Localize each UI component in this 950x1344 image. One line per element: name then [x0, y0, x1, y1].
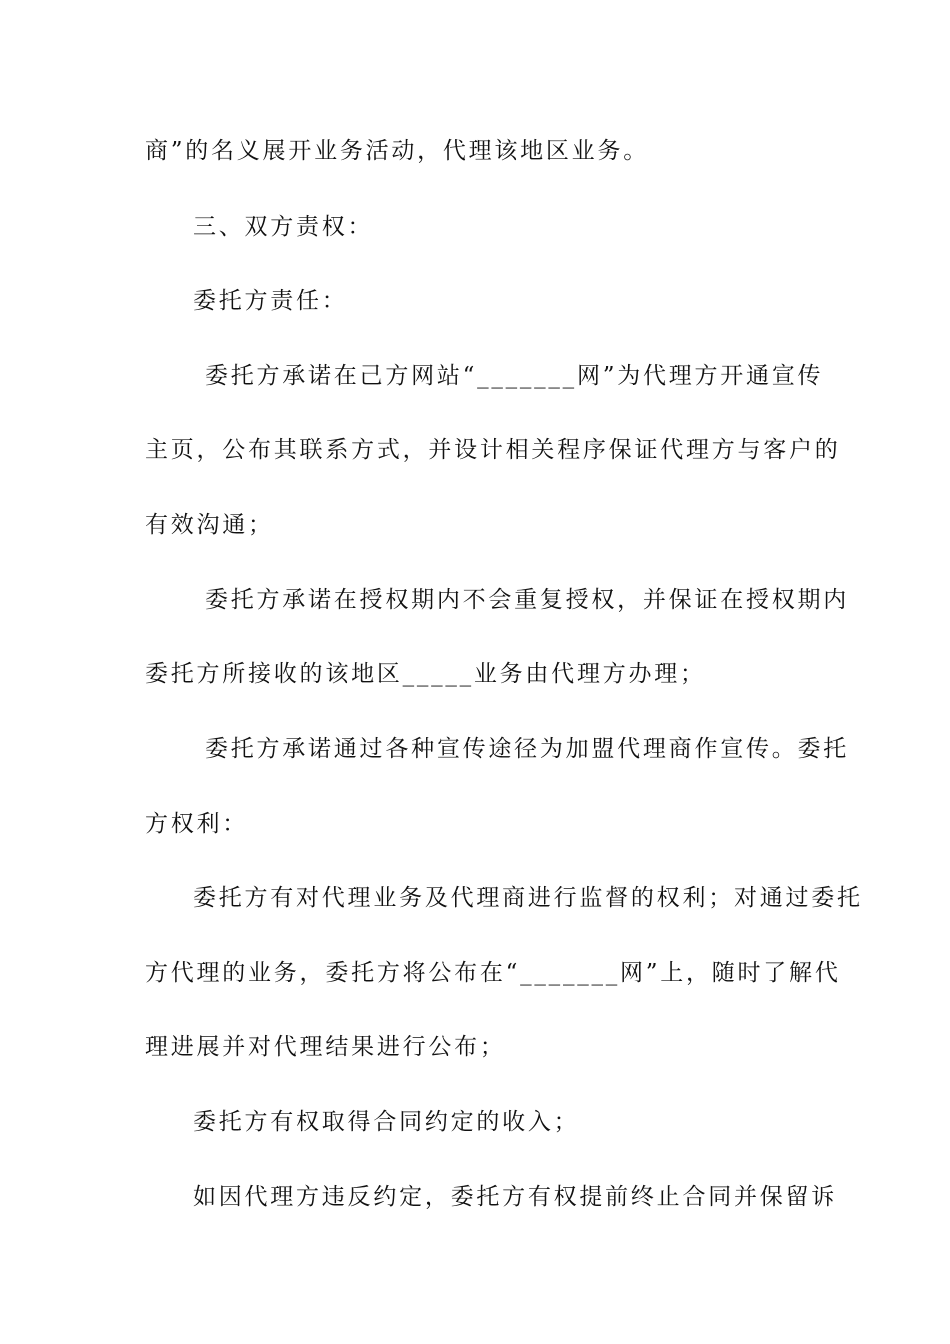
paragraph-line: 委托方有对代理业务及代理商进行监督的权利；对通过委托 — [193, 885, 863, 911]
paragraph-line: 如因代理方违反约定，委托方有权提前终止合同并保留诉 — [193, 1184, 837, 1210]
paragraph-line: 委托方承诺通过各种宣传途径为加盟代理商作宣传。委托 — [205, 736, 849, 762]
paragraph-line: 委托方承诺在己方网站“_______网”为代理方开通宣传 — [205, 363, 824, 389]
paragraph-line: 方代理的业务，委托方将公布在“_______网”上，随时了解代 — [145, 960, 841, 986]
subsection-heading: 委托方责任： — [193, 288, 348, 314]
paragraph-line: 商”的名义展开业务活动，代理该地区业务。 — [145, 138, 649, 164]
paragraph-line: 委托方所接收的该地区_____业务由代理方办理； — [145, 661, 706, 687]
paragraph-line: 理进展并对代理结果进行公布； — [145, 1034, 506, 1060]
paragraph-line: 有效沟通； — [145, 512, 274, 538]
paragraph-line: 方权利： — [145, 811, 249, 837]
paragraph-line: 主页，公布其联系方式，并设计相关程序保证代理方与客户的 — [145, 437, 841, 463]
paragraph-line: 委托方有权取得合同约定的收入； — [193, 1109, 580, 1135]
paragraph-line: 委托方承诺在授权期内不会重复授权，并保证在授权期内 — [205, 587, 849, 613]
section-heading: 三、双方责权： — [193, 214, 374, 240]
